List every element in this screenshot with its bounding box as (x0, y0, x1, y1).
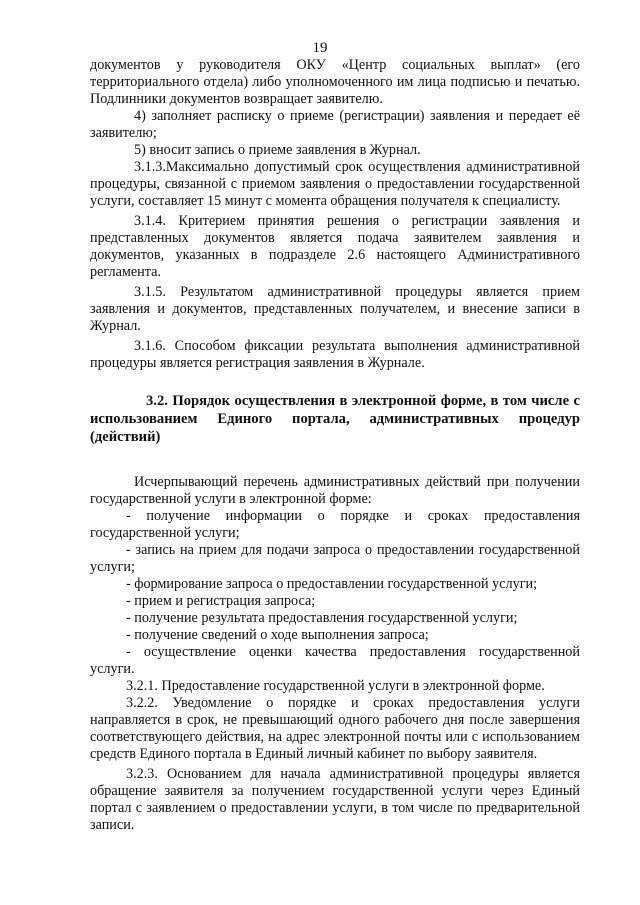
paragraph: 3.1.3.Максимально допустимый срок осуществления административной процедуры, связанной с приемом заявления о предоставлении государственной услуги, составляет 15 минут с момента обращения получателя к специалисту. (90, 159, 580, 209)
paragraph: 3.1.4. Критерием принятия решения о регистрации заявления и представленных документов является подача заявителем заявления и документов, указанных в подразделе 2.6 настоящего Административного регламента. (90, 213, 580, 280)
paragraph: документов у руководителя ОКУ «Центр социальных выплат» (его территориального отдела) либо уполномоченного им лица подписью и печатью. Подлинники документов возвращает заявителю. (90, 57, 580, 107)
section-heading: 3.2. Порядок осуществления в электронной форме, в том числе с использованием Единого портала, административных процедур (действий) (90, 393, 580, 445)
list-item: - получение информации о порядке и сроках предоставления государственной услуги; (90, 508, 580, 541)
page-number: 19 (312, 40, 328, 56)
paragraph: 4) заполняет расписку о приеме (регистрации) заявления и передает её заявителю; (90, 108, 580, 141)
paragraph: 3.1.5. Результатом административной процедуры является прием заявления и документов, представленных получателем, и внесение записи в Журнал. (90, 284, 580, 334)
list-item: - осуществление оценки качества предоставления государственной услуги. (90, 644, 580, 677)
list-item: - получение результата предоставления государственной услуги; (126, 610, 518, 626)
paragraph: Исчерпывающий перечень административных действий при получении государственной услуги в электронной форме: (90, 474, 580, 507)
paragraph: 3.2.3. Основанием для начала административной процедуры является обращение заявителя за получением государственной услуги через Единый портал с заявлением о предоставлении услуги, в том числе по предварительной записи. (90, 766, 580, 833)
list-item: - формирование запроса о предоставлении государственной услуги; (126, 576, 538, 592)
list-item: - запись на прием для подачи запроса о предоставлении государственной услуги; (90, 542, 580, 575)
paragraph: 3.1.6. Способом фиксации результата выполнения административной процедуры является регистрация заявления в Журнале. (90, 338, 580, 371)
list-item: - прием и регистрация запроса; (126, 593, 316, 609)
page-body (90, 57, 580, 834)
paragraph: 5) вносит запись о приеме заявления в Журнал. (134, 142, 421, 158)
paragraph: 3.2.1. Предоставление государственной услуги в электронной форме. (126, 678, 545, 694)
paragraph: 3.2.2. Уведомление о порядке и сроках предоставления услуги направляется в срок, не превышающий одного рабочего дня после завершения соответствующего действия, на адрес электронной почты или с использованием средств Единого портала в Единый личный кабинет по выбору заявителя. (90, 695, 580, 762)
list-item: - получение сведений о ходе выполнения запроса; (126, 627, 429, 643)
